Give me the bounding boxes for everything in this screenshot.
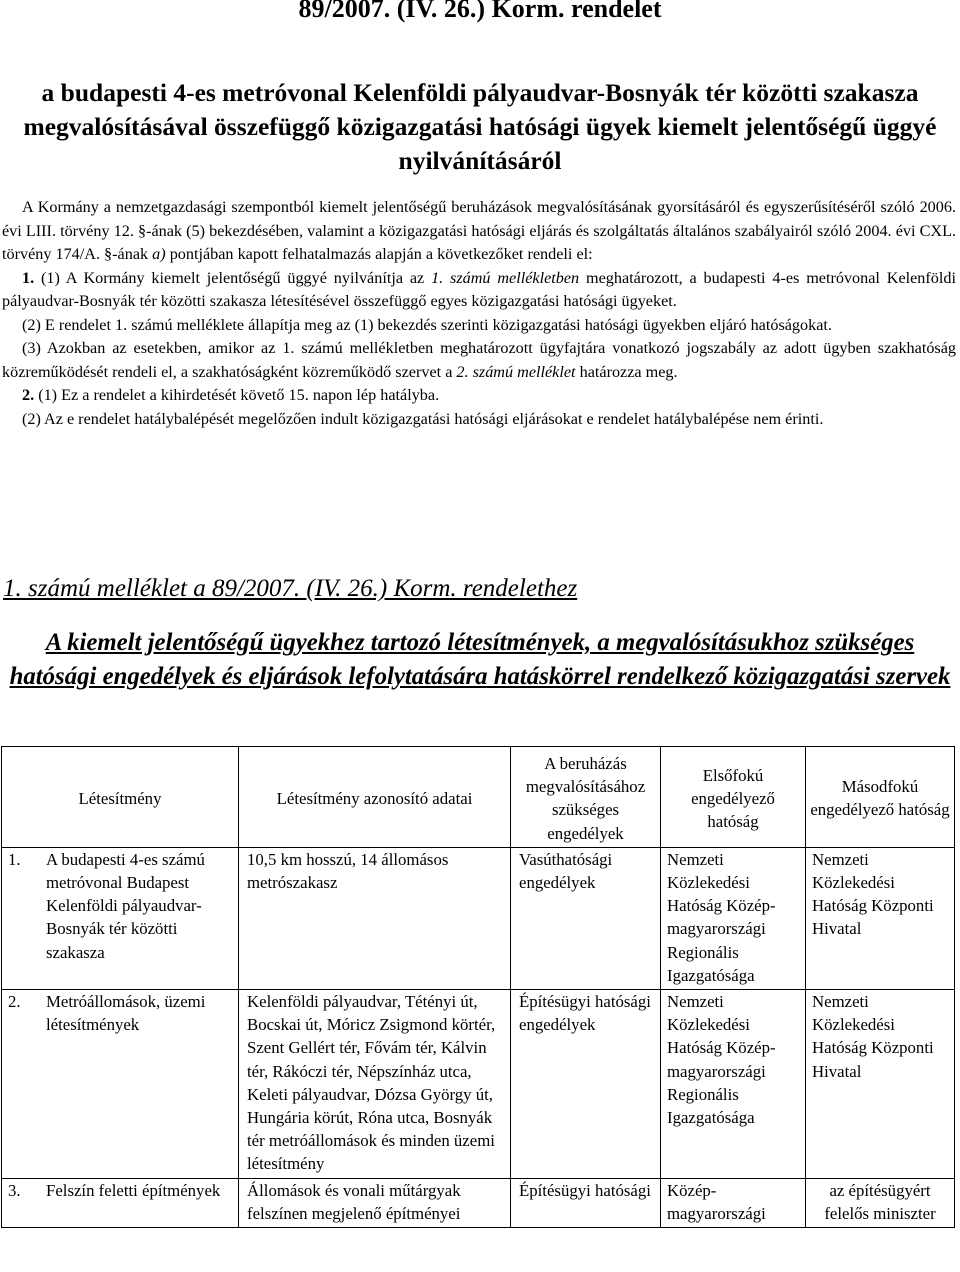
- first-instance-cell: Nemzeti Közlekedési Hatóság Közép-magyarországi Regionális Igazgatósága: [661, 990, 806, 1179]
- second-instance-cell: Nemzeti Közlekedési Hatóság Központi Hivatal: [806, 990, 955, 1179]
- section-1-paragraph-1: [2, 267, 956, 314]
- facility-data-cell: 10,5 km hosszú, 14 állomásos metrószakasz: [239, 847, 511, 989]
- preamble: [2, 196, 956, 267]
- annex-title: 1. számú melléklet a 89/2007. (IV. 26.) Korm. rendelethez: [3, 575, 578, 602]
- section-2-paragraph-1: [2, 384, 956, 408]
- row-number: 2.: [8, 992, 21, 1012]
- first-instance-cell: Közép-magyarországi: [661, 1178, 806, 1227]
- s1p1-annex-ref: 1. számú mellékletben: [431, 268, 580, 287]
- row-number: 1.: [8, 849, 21, 869]
- s1p3-annex-ref: 2. számú melléklet: [456, 362, 576, 381]
- facility-cell: [2, 1178, 239, 1227]
- section-2-paragraph-2: (2) Az e rendelet hatálybalépését megelőzően indult közigazgatási hatósági eljárásokat e rendelet hatálybalépése nem érinti.: [22, 409, 824, 428]
- header-permits: A beruházás megvalósításához szükséges engedélyek: [511, 747, 661, 848]
- annex-heading: A kiemelt jelentőségű ügyekhez tartozó létesítmények, a megvalósításukhoz szükséges hatósági engedélyek és eljárások lefolytatására hatáskörrel rendelkező közigazgatási szervek: [9, 629, 951, 690]
- s1p3-text: (3) Azokban az esetekben, amikor az 1. számú mellékletben meghatározott ügyfajtára vonatkozó jogszabály az adott ügyben szakhatóság közreműködését rendeli el, a szakhatóságként közreműködő szervet a: [2, 339, 956, 381]
- s2p1-text: (1) Ez a rendelet a kihirdetését követő 15. napon lép hatályba.: [34, 386, 440, 404]
- s1p1-text-end: meghatározott, a budapesti 4-es metróvonal Kelenföldi pályaudvar-Bosnyák tér közötti szakasza létesítésével összefüggő egyes közigazgatási hatósági ügyeket.: [2, 268, 956, 310]
- table-row: [2, 1178, 955, 1227]
- facility-data-cell: Állomások és vonali műtárgyak felszínen megjelenő építményei: [239, 1178, 511, 1227]
- second-instance-cell: az építésügyért felelős miniszter: [806, 1178, 955, 1227]
- preamble-point: a): [152, 245, 166, 263]
- permits-cell: Építésügyi hatósági engedélyek: [511, 990, 661, 1179]
- decree-title: a budapesti 4-es metróvonal Kelenföldi pályaudvar-Bosnyák tér közötti szakasza megvalósításával összefüggő közigazgatási hatósági ügyek kiemelt jelentőségű üggyé nyilvánításáról: [23, 78, 937, 175]
- table-row: [2, 990, 955, 1179]
- first-instance-cell: Nemzeti Közlekedési Hatóság Közép-magyarországi Regionális Igazgatósága: [661, 847, 806, 989]
- table-header-row: [2, 747, 955, 848]
- header-second-instance: Másodfokú engedélyező hatóság: [806, 747, 955, 848]
- section-1-number: 1.: [22, 268, 35, 287]
- section-1-paragraph-3: [2, 337, 956, 384]
- facility-name: Metróállomások, üzemi létesítmények: [46, 992, 206, 1035]
- header-facility-data: Létesítmény azonosító adatai: [239, 747, 511, 848]
- s1p1-text: (1) A Kormány kiemelt jelentőségű üggyé nyilvánítja az: [34, 268, 432, 287]
- facility-cell: [2, 990, 239, 1179]
- decree-number: 89/2007. (IV. 26.) Korm. rendelet: [298, 0, 662, 23]
- facility-name: Felszín feletti építmények: [46, 1180, 221, 1200]
- section-2-number: 2.: [22, 386, 35, 404]
- permits-cell: Építésügyi hatósági: [511, 1178, 661, 1227]
- header-first-instance: Elsőfokú engedélyező hatóság: [661, 747, 806, 848]
- second-instance-cell: Nemzeti Közlekedési Hatóság Központi Hivatal: [806, 847, 955, 989]
- section-1-paragraph-2: (2) E rendelet 1. számú melléklete állapítja meg az (1) bekezdés szerinti közigazgatási hatósági ügyekben eljáró hatóságokat.: [22, 315, 832, 334]
- permits-cell: Vasúthatósági engedélyek: [511, 847, 661, 989]
- preamble-text: A Kormány a nemzetgazdasági szempontból kiemelt jelentőségű beruházások megvalósításának gyorsításáról és egyszerűsítéséről szóló 2006. évi LIII. törvény 12. §-ának (5) bekezdésében, valamint a közigazgatási hatósági eljárás és szolgáltatás általános szabályairól szóló 2004. évi CXL. törvény 174/A. §-ának: [2, 198, 956, 263]
- row-number: 3.: [8, 1180, 21, 1200]
- preamble-text-end: pontjában kapott felhatalmazás alapján a következőket rendeli el:: [165, 245, 593, 263]
- table-row: [2, 847, 955, 989]
- decree-body: [2, 196, 956, 431]
- facility-cell: [2, 847, 239, 989]
- header-facility: Létesítmény: [2, 747, 239, 848]
- annex-table: [1, 746, 955, 1228]
- facility-data-cell: Kelenföldi pályaudvar, Tétényi út, Bocskai út, Móricz Zsigmond körtér, Szent Gellért tér, Fővám tér, Kálvin tér, Rákóczi tér, Népszínház utca, Keleti pályaudvar, Dózsa György út, Hungária körút, Róna utca, Bosnyák tér metróállomások és minden üzemi létesítmény: [239, 990, 511, 1179]
- facility-name: A budapesti 4-es számú metróvonal Budapest Kelenföldi pályaudvar-Bosnyák tér közötti szakasza: [46, 849, 205, 962]
- s1p3-text-end: határozza meg.: [575, 362, 678, 381]
